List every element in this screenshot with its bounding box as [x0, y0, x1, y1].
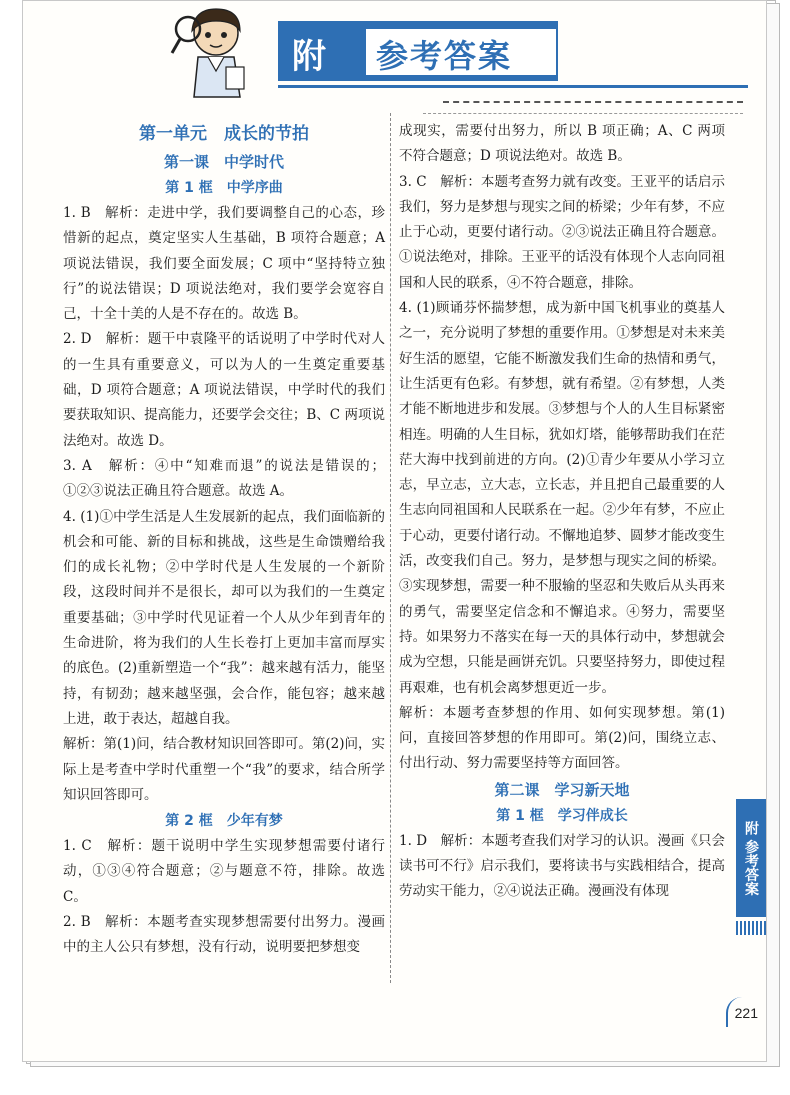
analysis-note: 解析：本题考查梦想的作用、如何实现梦想。第(1)问，直接回答梦想的作用即可。第(2)问，围绕立志、付出行动、努力需要坚持等方面回答。 [399, 704, 725, 772]
answer-item: 1. B 解析：走进中学，我们要调整自己的心态，珍惜新的起点，奠定坚实人生基础，B 项符合题意；A 项说法错误，我们要全面发展；C 项中“坚持特立独行”的说法错误；D 项说法绝对，我们要学会宽容自己，十全十美的人是不存在的。故选 B。 [63, 205, 385, 323]
book-page [22, 0, 767, 1062]
side-tab-stripes [736, 921, 766, 935]
lesson-title: 第一课 中学时代 [163, 153, 284, 171]
dashed-rule [443, 101, 743, 103]
answer-item: 1. D 解析：本题考查我们对学习的认识。漫画《只会读书可不行》启示我们，要将读书与实践相结合，提高劳动实干能力，②④说法正确。漫画没有体现 [399, 832, 725, 900]
answer-item: 成现实，需要付出努力，所以 B 项正确；A、C 两项不符合题意；D 项说法绝对。故选 B。 [399, 123, 725, 165]
answer-item: 2. B 解析：本题考查实现梦想需要付出努力。漫画中的主人公只有梦想，没有行动，说明要把梦想变 [63, 914, 385, 956]
analysis-note: 解析：第(1)问，结合教材知识回答即可。第(2)问，实际上是考查中学时代重塑一个“我”的要求，结合所学知识回答即可。 [63, 736, 385, 803]
dashed-rule-thin [423, 113, 743, 114]
frame-title: 第 2 框 少年有梦 [165, 813, 283, 830]
left-column [63, 119, 385, 961]
unit-title: 第一单元 成长的节拍 [139, 124, 309, 144]
right-column [399, 119, 725, 905]
answer-banner [278, 21, 758, 87]
mascot-illustration [168, 1, 258, 101]
lesson-title: 第二课 学习新天地 [494, 780, 630, 799]
answer-item: 4. (1)①中学生活是人生发展新的起点，我们面临新的机会和可能、新的目标和挑战，这些是生命馈赠给我们的成长礼物；②中学时代是人生发展的一个新阶段，这段时间并不是很长，却可以为我们的一生奠定重要基础；③中学时代见证着一个人从少年到青年的生命进阶，将为我们的人生长卷打上更加丰富而厚实的底色。(2)重新塑造一个“我”：越来越有活力，能坚持，有韧劲；越来越坚强，会合作，能包容；越来越上进，敢于表达，超越自我。 [63, 508, 385, 727]
answer-item: 2. D 解析：题干中袁隆平的话说明了中学时代对人的一生具有重要意义，可以为人的一生奠定重要基础，D 项符合题意；A 项说法错误，中学时代的我们要获取知识、提高能力，还要学会交往；B、C 两项说法绝对。故选 D。 [63, 331, 385, 449]
page-number: 221 [734, 1005, 758, 1021]
answer-item: 3. A 解析：④中“知难而退”的说法是错误的；①②③说法正确且符合题意。故选 A。 [63, 457, 385, 500]
banner-title: 参考答案 [376, 37, 513, 75]
answer-item: 4. (1)顾诵芬怀揣梦想，成为新中国飞机事业的奠基人之一，充分说明了梦想的重要作用。①梦想是对未来美好生活的愿望，它能不断激发我们生命的热情和勇气，让生活更有色彩。有梦想，就有希望。②有梦想，人类才能不断地进步和发展。③梦想与个人的人生目标紧密相连。明确的人生目标，犹如灯塔，能够帮助我们在茫茫大海中找到前进的方向。(2)①青少年要从小学习立志，早立志，立大志，立长志，并且把自己最重要的人生志向同祖国和人民联系在一起。②少年有梦，不应止于心动，更要付诸行动。不懈地追梦、圆梦才能改变生活，改变我们自己。努力，是梦想与现实之间的桥梁。③实现梦想，需要一种不服输的坚忍和失败后从头再来的勇气，需要坚定信念和不懈追求。④努力，需要坚持。如果努力不落实在每一天的具体行动中，梦想就会成为空想，只能是画饼充饥。只要坚持努力，即使过程再艰难，也有机会离梦想更近一步。 [399, 300, 725, 696]
column-divider [390, 113, 391, 983]
banner-title-box [366, 29, 556, 75]
side-tab: 附 参考答案 [736, 799, 766, 917]
banner-box [278, 21, 558, 81]
frame-title: 第 1 框 中学序曲 [165, 180, 283, 196]
banner-prefix: 附 [292, 37, 326, 77]
answer-item: 1. C 解析：题干说明中学生实现梦想需要付诸行动，①③④符合题意；②与题意不符，排除。故选 C。 [63, 838, 385, 905]
frame-title: 第 1 框 学习伴成长 [496, 807, 628, 824]
banner-underline [278, 85, 748, 88]
answer-item: 3. C 解析：本题考查努力就有改变。王亚平的话启示我们，努力是梦想与现实之间的桥梁；少年有梦，不应止于心动，更要付诸行动。②③说法正确且符合题意。①说法绝对，排除。王亚平的话没有体现个人志向同祖国和人民的联系，④不符合题意，排除。 [399, 173, 725, 291]
